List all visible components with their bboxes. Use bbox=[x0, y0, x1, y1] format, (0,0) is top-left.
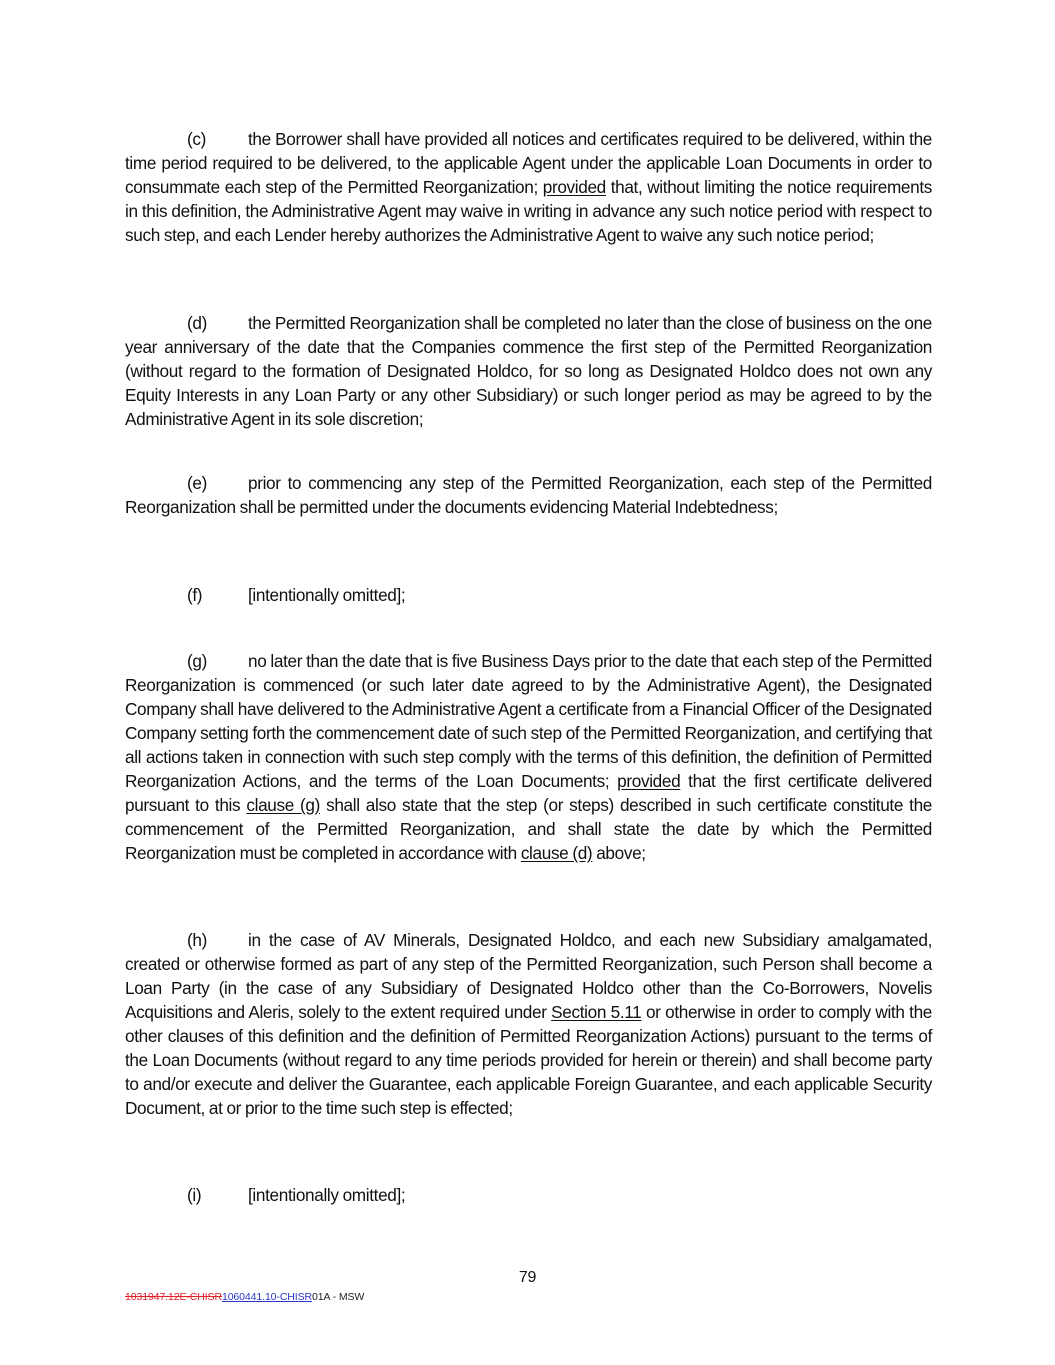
paragraph-i-text: [intentionally omitted]; bbox=[248, 1185, 406, 1205]
clause-marker-h: (h) bbox=[187, 930, 207, 950]
doc-id-suffix: 01A - MSW bbox=[312, 1291, 365, 1303]
document-id-footer bbox=[125, 1291, 364, 1303]
paragraph-c-text-2: that, without limiting the notice requirements in this definition, the Administrative Agent may waive in writing in advance any such notice period with respect to such step, and each Lender hereby authorizes the Administrative Agent to waive any such notice period; bbox=[125, 177, 932, 245]
section-5-11-reference: Section 5.11 bbox=[551, 1002, 642, 1022]
paragraph-f bbox=[125, 583, 932, 607]
paragraph-d bbox=[125, 311, 932, 431]
page-number: 79 bbox=[518, 1269, 537, 1286]
paragraph-d-text: the Permitted Reorganization shall be completed no later than the close of business on the one year anniversary of the date that the Companies commence the first step of the Permitted Reorganization (without regard to the formation of Designated Holdco, for so long as Designated Holdco does not own any Equity Interests in any Loan Party or any other Subsidiary) or such longer period as may be agreed to by the Administrative Agent in its sole discretion; bbox=[125, 313, 932, 429]
paragraph-h-text-1: in the case of AV Minerals, Designated Holdco, and each new Subsidiary amalgamated, created or otherwise formed as part of any step of the Permitted Reorganization, such Person shall become a Loan Party (in the case of any Subsidiary of Designated Holdco other than the Co-Borrowers, Novelis Acquisitions and Aleris, solely to the extent required under bbox=[125, 930, 932, 1022]
paragraph-g-text-2: that the first certificate delivered pursuant to this bbox=[125, 771, 932, 815]
clause-marker-e: (e) bbox=[187, 473, 207, 493]
provided-term: provided bbox=[617, 771, 681, 791]
paragraph-g-text-1: no later than the date that is five Business Days prior to the date that each step of the Permitted Reorganization is commenced (or such later date agreed to by the Administrative Agent), the Designated Company shall have delivered to the Administrative Agent a certificate from a Financial Officer of the Designated Company setting forth the commencement date of such step of the Permitted Reorganization, and certifying that all actions taken in connection with such step comply with the terms of this definition, the definition of Permitted Reorganization Actions, and the terms of the Loan Documents; bbox=[125, 651, 932, 791]
paragraph-c-text-1: the Borrower shall have provided all notices and certificates required to be delivered, within the time period required to be delivered, to the applicable Agent under the applicable Loan Documents in order to consummate each step of the Permitted Reorganization; bbox=[125, 129, 932, 197]
clause-marker-d: (d) bbox=[187, 313, 207, 333]
doc-id-deleted: 1031947.12E-CHISR bbox=[125, 1291, 222, 1303]
paragraph-f-text: [intentionally omitted]; bbox=[248, 585, 406, 605]
clause-marker-g: (g) bbox=[187, 651, 207, 671]
clause-marker-f: (f) bbox=[187, 585, 203, 605]
clause-d-reference: clause (d) bbox=[520, 843, 593, 863]
doc-id-inserted: 1060441.10-CHISR bbox=[221, 1291, 312, 1303]
paragraph-c bbox=[125, 127, 932, 247]
paragraph-g bbox=[125, 649, 932, 865]
paragraph-e bbox=[125, 471, 932, 519]
provided-term: provided bbox=[542, 177, 606, 197]
clause-marker-c: (c) bbox=[187, 129, 206, 149]
paragraph-e-text: prior to commencing any step of the Permitted Reorganization, each step of the Permitted Reorganization shall be permitted under the documents evidencing Material Indebtedness; bbox=[125, 473, 932, 517]
paragraph-g-text-3: shall also state that the step (or steps) described in such certificate constitute the commencement of the Permitted Reorganization, and shall state the date by which the Permitted Reorganization must be completed in accordance with bbox=[125, 795, 933, 863]
paragraph-h-text-2: or otherwise in order to comply with the other clauses of this definition and the definition of Permitted Reorganization Actions) pursuant to the terms of the Loan Documents (without regard to any time periods provided for herein or therein) and shall become party to and/or execute and deliver the Guarantee, each applicable Foreign Guarantee, and each applicable Security Document, at or prior to the time such step is effected; bbox=[125, 1002, 932, 1118]
paragraph-g-text-4: above; bbox=[592, 843, 646, 863]
paragraph-i bbox=[125, 1183, 932, 1207]
clause-marker-i: (i) bbox=[187, 1185, 202, 1205]
clause-g-reference: clause (g) bbox=[246, 795, 320, 815]
paragraph-h bbox=[125, 928, 932, 1120]
